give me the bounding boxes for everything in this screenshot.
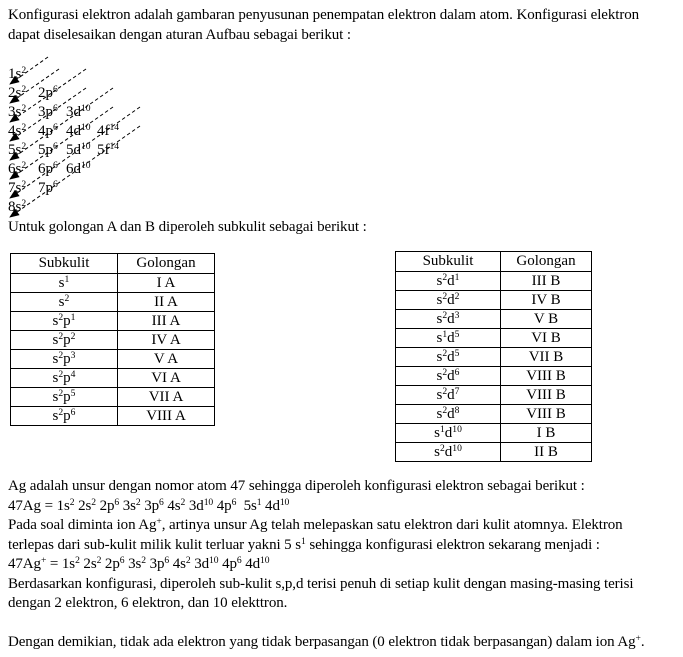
subkulit-cell: $s^2p^1$ — [11, 312, 118, 331]
orbital-term: $7p^6$ — [38, 179, 58, 196]
orbital-term: $4f^{14}$ — [97, 122, 120, 139]
explanation-line-1: Ag adalah unsur dengan nomor atom 47 sehingga diperoleh konfigurasi elektron sebagai berikut : — [8, 478, 585, 494]
conclusion-line: Dengan demikian, tidak ada elektron yang tidak berpasangan (0 elektron tidak berpasangan) dalam ion Ag+. — [8, 633, 645, 650]
subkulit-cell: $s^2p^6$ — [11, 407, 118, 426]
orbital-term: $1s^2$ — [8, 65, 27, 82]
subkulit-cell: $s^2p^2$ — [11, 331, 118, 350]
orbital-term: $4d^{10}$ — [66, 122, 91, 139]
golongan-cell: II A — [118, 293, 215, 312]
table-row — [11, 407, 215, 426]
aufbau-diagram — [8, 53, 280, 227]
table-row — [11, 350, 215, 369]
intro-line-1: Konfigurasi elektron adalah gambaran penyusunan penempatan elektron dalam atom. Konfigurasi elektron — [8, 7, 640, 23]
electron-configuration-ag-ion: $47Ag^+ = 1s^2$ $2s^2$ $2p^6$ $3s^2$ $3p^6$ $4s^2$ $3d^{10}$ $4p^6$ $4d^{10}$ — [8, 555, 270, 572]
golongan-cell: III B — [501, 272, 592, 291]
orbital-term: $3s^2$ — [8, 103, 27, 120]
table-row — [396, 329, 592, 348]
orbital-term: $4s^2$ — [8, 122, 27, 139]
table-row — [11, 274, 215, 293]
golongan-cell: VI B — [501, 329, 592, 348]
table-row — [11, 388, 215, 407]
golongan-cell: VII B — [501, 348, 592, 367]
table-row — [396, 291, 592, 310]
golongan-cell: I B — [501, 424, 592, 443]
subkulit-cell: $s^2d^1$ — [396, 272, 501, 291]
explanation-line-7: dengan 2 elektron, 6 elektron, dan 10 elekttron. — [8, 595, 288, 611]
golongan-cell: VI A — [118, 369, 215, 388]
subkulit-cell: $s^2d^2$ — [396, 291, 501, 310]
table-row — [396, 443, 592, 462]
table-row — [396, 310, 592, 329]
column-header-subkulit: Subkulit — [396, 252, 501, 272]
subkulit-cell: $s^2d^7$ — [396, 386, 501, 405]
orbital-term: $5d^{10}$ — [66, 141, 91, 158]
table-row — [396, 367, 592, 386]
subkulit-cell: $s^2$ — [11, 293, 118, 312]
orbital-term: $7s^2$ — [8, 179, 27, 196]
table-golongan-b — [395, 251, 592, 462]
subkulit-cell: $s^2p^5$ — [11, 388, 118, 407]
explanation-line-3: Pada soal diminta ion Ag+, artinya unsur Ag telah melepaskan satu elektron dari kulit atomnya. Elektron — [8, 516, 623, 533]
aufbau-arrows-svg — [8, 53, 280, 227]
column-header-golongan: Golongan — [501, 252, 592, 272]
table-row — [396, 272, 592, 291]
table-golongan-a — [10, 253, 215, 426]
table-row — [11, 293, 215, 312]
orbital-term: $3p^6$ — [38, 103, 58, 120]
intro-paragraph — [8, 6, 680, 45]
subkulit-note: Untuk golongan A dan B diperoleh subkulit sebagai berikut : — [8, 219, 367, 235]
table-row — [11, 312, 215, 331]
orbital-term: $2s^2$ — [8, 84, 27, 101]
orbital-term: $5f^{14}$ — [97, 141, 120, 158]
subkulit-cell: $s^2d^8$ — [396, 405, 501, 424]
orbital-term: $2p^6$ — [38, 84, 58, 101]
table-row — [11, 369, 215, 388]
golongan-cell: VII A — [118, 388, 215, 407]
golongan-cell: VIII B — [501, 367, 592, 386]
subkulit-cell: $s^2d^5$ — [396, 348, 501, 367]
golongan-cell: IV A — [118, 331, 215, 350]
subkulit-cell: $s^2d^6$ — [396, 367, 501, 386]
subkulit-cell: $s^1$ — [11, 274, 118, 293]
explanation-line-4: terlepas dari sub-kulit milik kulit terluar yakni 5 $s^1$ sehingga konfigurasi elektron sekarang menjadi : — [8, 535, 600, 553]
table-row — [396, 424, 592, 443]
orbital-term: $6d^{10}$ — [66, 160, 91, 177]
orbital-term: $6s^2$ — [8, 160, 27, 177]
table-row — [396, 348, 592, 367]
golongan-cell: III A — [118, 312, 215, 331]
subkulit-cell: $s^2d^3$ — [396, 310, 501, 329]
table-row — [11, 331, 215, 350]
subkulit-cell: $s^1d^5$ — [396, 329, 501, 348]
golongan-cell: IV B — [501, 291, 592, 310]
orbital-term: $4p^6$ — [38, 122, 58, 139]
explanation-paragraph — [8, 477, 680, 614]
subkulit-cell: $s^1d^{10}$ — [396, 424, 501, 443]
subkulit-cell: $s^2d^{10}$ — [396, 443, 501, 462]
orbital-term: $8s^2$ — [8, 198, 27, 215]
subkulit-cell: $s^2p^4$ — [11, 369, 118, 388]
golongan-cell: V A — [118, 350, 215, 369]
golongan-cell: VIII B — [501, 386, 592, 405]
golongan-cell: VIII B — [501, 405, 592, 424]
orbital-term: $3d^{10}$ — [66, 103, 91, 120]
golongan-cell: I A — [118, 274, 215, 293]
orbital-term: $6p^6$ — [38, 160, 58, 177]
intro-line-2: dapat diselesaikan dengan aturan Aufbau sebagai berikut : — [8, 26, 351, 43]
electron-configuration-ag: $47Ag = 1s^2$ $2s^2$ $2p^6$ $3s^2$ $3p^6$ $4s^2$ $3d^{10}$ $4p^6$ $5s^1$ $4d^{10}$ — [8, 496, 290, 514]
golongan-cell: VIII A — [118, 407, 215, 426]
table-row — [396, 386, 592, 405]
table-header-row — [11, 254, 215, 274]
column-header-subkulit: Subkulit — [11, 254, 118, 274]
orbital-term: $5s^2$ — [8, 141, 27, 158]
golongan-cell: II B — [501, 443, 592, 462]
subkulit-cell: $s^2p^3$ — [11, 350, 118, 369]
table-row — [396, 405, 592, 424]
orbital-term: $5p^6$ — [38, 141, 58, 158]
column-header-golongan: Golongan — [118, 254, 215, 274]
golongan-cell: V B — [501, 310, 592, 329]
explanation-line-6: Berdasarkan konfigurasi, diperoleh sub-kulit s,p,d terisi penuh di setiap kulit dengan masing-masing terisi — [8, 575, 634, 592]
table-header-row — [396, 252, 592, 272]
